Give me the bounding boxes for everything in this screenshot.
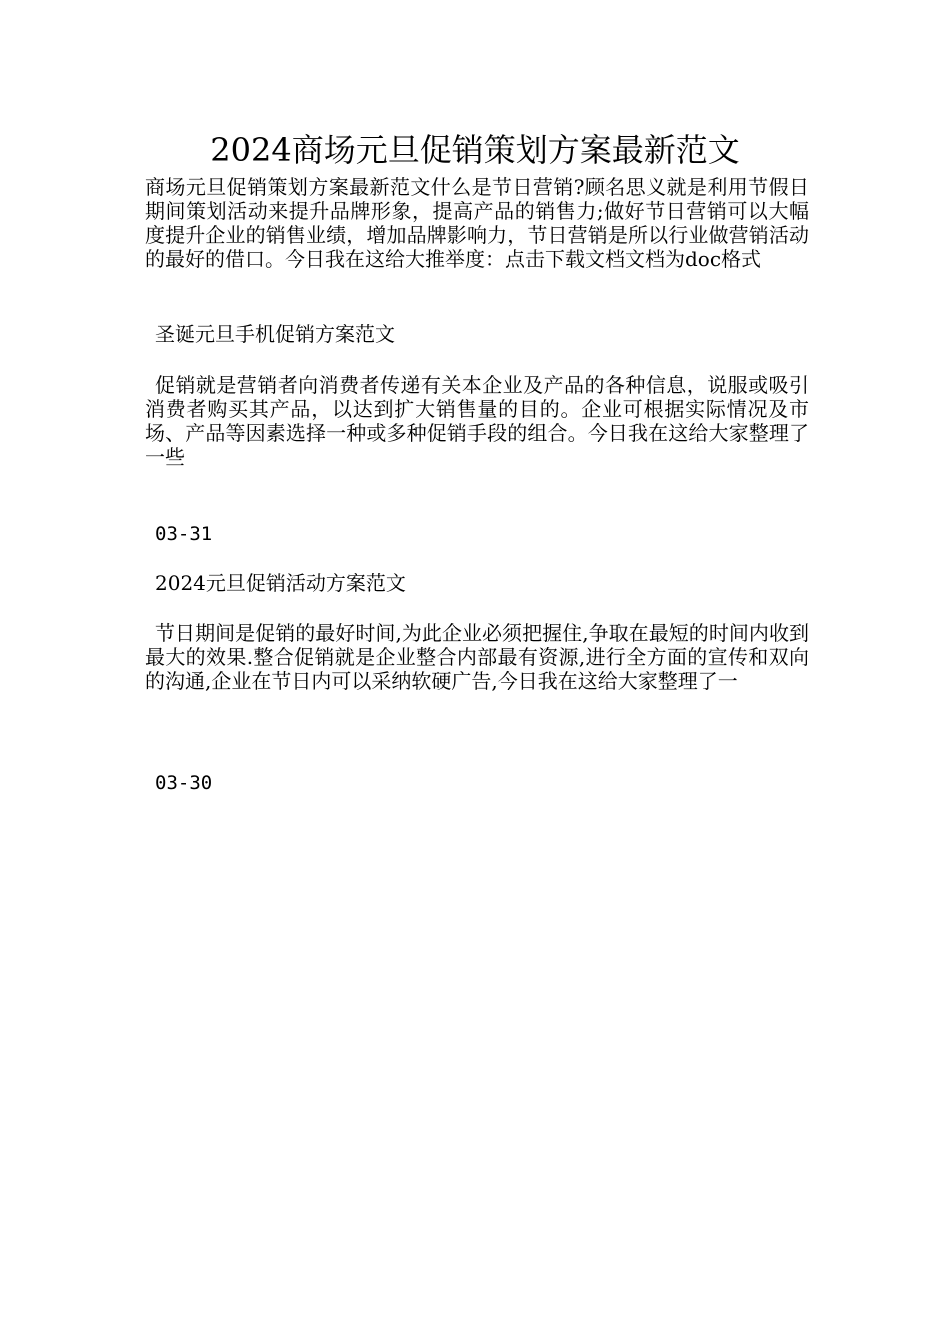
- article-date: 03-30: [155, 772, 213, 794]
- article-summary: 促销就是营销者向消费者传递有关本企业及产品的各种信息，说服或吸引消费者购买其产品，以达到扩大销售量的目的。企业可根据实际情况及市场、产品等因素选择一种或多种促销手段的组合。今日我在这给大家整理了一些: [145, 373, 809, 469]
- article-heading[interactable]: 圣诞元旦手机促销方案范文: [155, 322, 395, 346]
- document-title: 2024商场元旦促销策划方案最新范文: [210, 131, 740, 169]
- article-date: 03-31: [155, 523, 213, 545]
- article-heading[interactable]: 2024元旦促销活动方案范文: [155, 571, 406, 595]
- intro-paragraph: 商场元旦促销策划方案最新范文什么是节日营销?顾名思义就是利用节假日期间策划活动来提升品牌形象，提高产品的销售力;做好节日营销可以大幅度提升企业的销售业绩，增加品牌影响力，节日营销是所以行业做营销活动的最好的借口。今日我在这给大推举度：点击下载文档文档为doc格式: [145, 175, 809, 271]
- article-summary: 节日期间是促销的最好时间,为此企业必须把握住,争取在最短的时间内收到最大的效果.整合促销就是企业整合内部最有资源,进行全方面的宣传和双向的沟通,企业在节日内可以采纳软硬广告,今日我在这给大家整理了一: [145, 621, 809, 693]
